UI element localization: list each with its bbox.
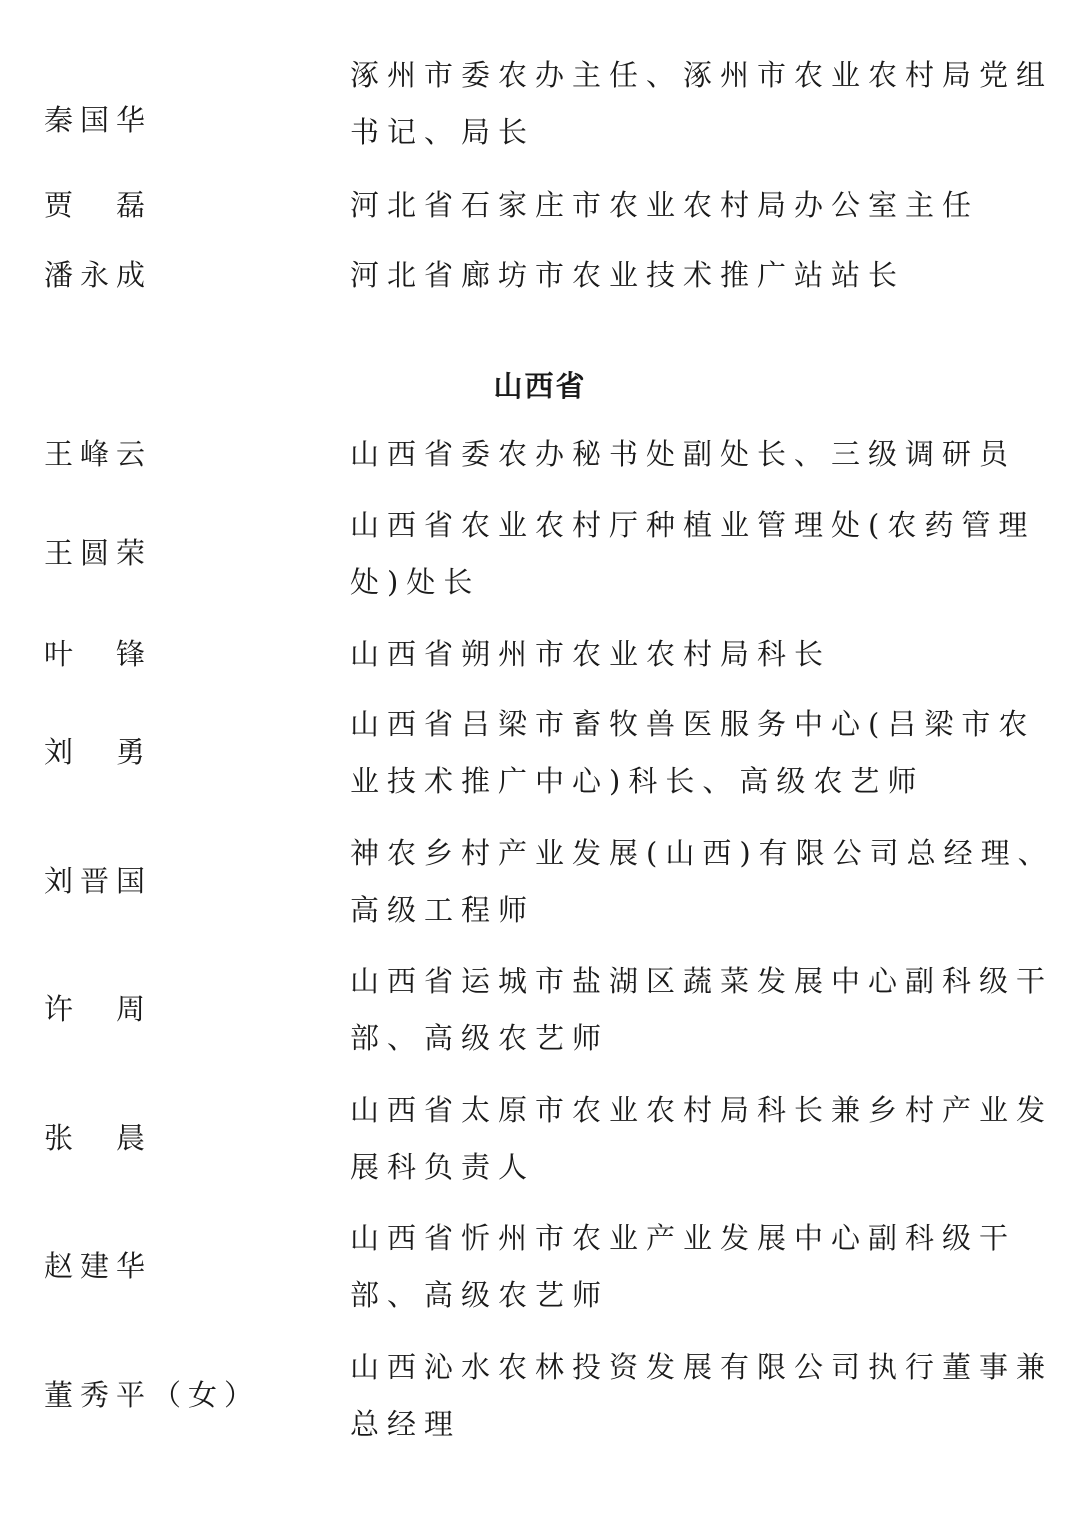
title-line: 山西省运城市盐湖区蔬菜发展中心副科级干 — [350, 964, 1054, 998]
person-name: 刘 勇 — [44, 735, 153, 769]
person-name: 刘晋国 — [44, 864, 153, 898]
title-line: 山西省忻州市农业产业发展中心副科级干 — [350, 1221, 1017, 1255]
title-line: 河北省廊坊市农业技术推广站站长 — [350, 258, 906, 292]
person-title — [350, 825, 1055, 939]
person-title — [350, 1339, 1054, 1453]
person-name: 董秀平（女） — [44, 1378, 261, 1412]
title-line: 山西省朔州市农业农村局科长 — [350, 637, 832, 671]
title-line: 高级工程师 — [350, 893, 536, 927]
title-line: 河北省石家庄市农业农村局办公室主任 — [350, 188, 980, 222]
person-name: 王峰云 — [44, 437, 153, 471]
title-line: 部、高级农艺师 — [350, 1021, 610, 1055]
person-name: 王圆荣 — [44, 536, 153, 570]
person-title — [350, 1210, 1038, 1324]
title-line: 总经理 — [350, 1407, 462, 1441]
title-line: 山西省吕梁市畜牧兽医服务中心(吕梁市农 — [350, 707, 1036, 741]
person-name: 贾 磊 — [44, 188, 153, 222]
person-name: 许 周 — [44, 992, 153, 1026]
person-name: 潘永成 — [44, 258, 153, 292]
person-title — [350, 47, 1054, 161]
person-title — [350, 696, 1038, 810]
title-line: 书记、局长 — [350, 115, 536, 149]
title-line: 山西省太原市农业农村局科长兼乡村产业发 — [350, 1093, 1054, 1127]
person-name: 叶 锋 — [44, 637, 153, 671]
person-name: 秦国华 — [44, 103, 153, 137]
title-line: 山西沁水农林投资发展有限公司执行董事兼 — [350, 1350, 1054, 1384]
title-line: 神农乡村产业发展(山西)有限公司总经理、 — [350, 836, 1055, 870]
title-line: 山西省农业农村厅种植业管理处(农药管理 — [350, 508, 1036, 542]
person-title — [350, 1082, 1054, 1196]
section-heading: 山西省 — [493, 369, 587, 403]
title-line: 山西省委农办秘书处副处长、三级调研员 — [350, 437, 1017, 471]
person-title — [350, 953, 1054, 1067]
title-line: 业技术推广中心)科长、高级农艺师 — [350, 764, 925, 798]
person-name: 张 晨 — [44, 1121, 153, 1155]
title-line: 部、高级农艺师 — [350, 1278, 610, 1312]
person-name: 赵建华 — [44, 1249, 153, 1283]
person-title — [350, 247, 1038, 304]
person-title — [350, 426, 1038, 483]
person-title — [350, 177, 1038, 234]
title-line: 展科负责人 — [350, 1150, 536, 1184]
title-line: 涿州市委农办主任、涿州市农业农村局党组 — [350, 58, 1054, 92]
title-line: 处)处长 — [350, 565, 481, 599]
person-title — [350, 497, 1038, 611]
person-title — [350, 626, 1038, 683]
